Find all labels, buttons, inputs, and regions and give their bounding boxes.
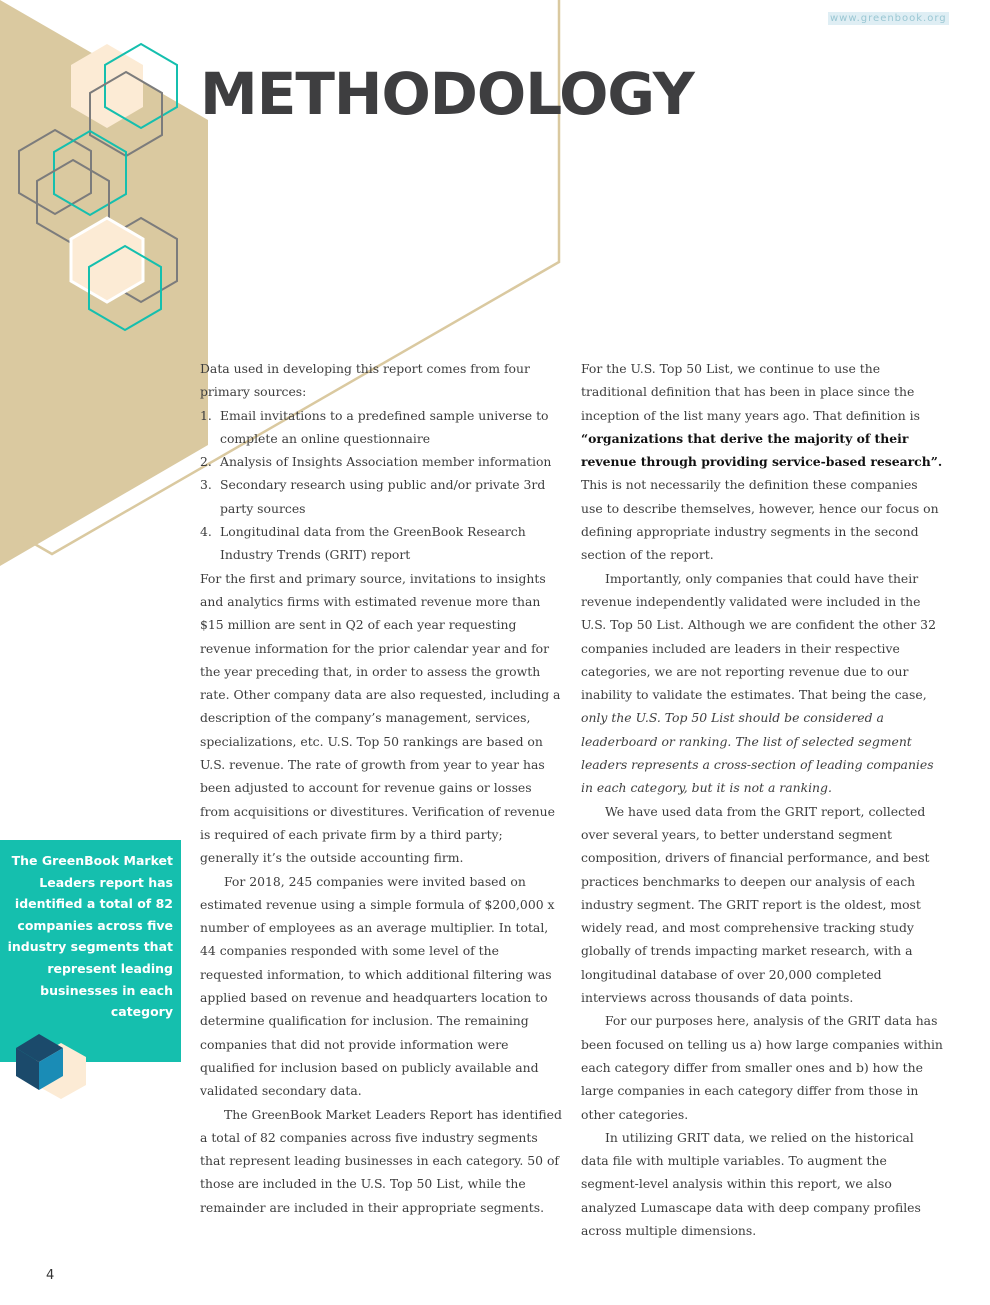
page-title: METHODOLOGY	[200, 60, 694, 128]
list-item	[200, 520, 562, 567]
list-number: 1.	[200, 407, 212, 423]
body-paragraph: The GreenBook Market Leaders Report has identified a total of 82 companies across five industry segments that represent leading businesses in each category. 50 of those are included in the U.S. Top 50 List, while the remainder are included in their appropriate segments.	[200, 1106, 562, 1215]
left-column	[200, 357, 562, 1219]
body-paragraph: For 2018, 245 companies were invited based on estimated revenue using a simple formula of $200,000 x number of employees as an average multiplier. In total, 44 companies responded with some level of the requested information, to which additional filtering was applied based on revenue and headquarters location to determine qualification for inclusion. The remaining companies that did not provide information were qualified for inclusion based on publicly available and validated secondary data.	[200, 873, 555, 1099]
definition-quote: “organizations that derive the majority of their revenue through providing service-based research”.	[581, 430, 943, 470]
cube-icon	[12, 1030, 90, 1110]
right-column	[581, 357, 943, 1242]
list-item-text: Secondary research using public and/or private 3rd party sources	[220, 477, 546, 516]
body-paragraph: We have used data from the GRIT report, collected over several years, to better understand segment composition, drivers of financial performance, and best practices benchmarks to deepen our analysis of each industry segment. The GRIT report is the oldest, most widely read, and most comprehensive tracking study globally of trends impacting market research, with a longitudinal database of over 20,000 completed interviews across thousands of data points.	[581, 803, 930, 1006]
list-item-text: Email invitations to a predefined sample universe to complete an online questionnaire	[220, 407, 549, 446]
sources-list	[200, 404, 562, 567]
list-number: 4.	[200, 524, 212, 540]
definition-paragraph	[581, 357, 943, 567]
list-number: 3.	[200, 477, 212, 493]
paragraph-text: Importantly, only companies that could have their revenue independently validated were included in the U.S. Top 50 List. Although we are confident the other 32 companies included are leaders in their respective categories, we are not reporting revenue due to our inability to validate the estimates. That being the case,	[581, 570, 936, 703]
callout-box	[0, 840, 181, 1062]
list-item	[200, 450, 562, 473]
page-number: 4	[46, 1268, 55, 1283]
body-paragraph: In utilizing GRIT data, we relied on the historical data file with multiple variables. To augment the segment-level analysis within this report, we also analyzed Lumascape data with deep company profiles across multiple dimensions.	[581, 1129, 921, 1238]
body-paragraph: For the first and primary source, invitations to insights and analytics firms with estimated revenue more than $15 million are sent in Q2 of each year requesting revenue information for the prior calendar year and for the year preceding that, in order to assess the growth rate. Other company data are also requested, including a description of the company’s management, services, specializations, etc. U.S. Top 50 rankings are based on U.S. revenue. The rate of growth from year to year has been adjusted to account for revenue gains or losses from acquisitions or divestitures. Verification of revenue is required of each private firm by a third party; generally it’s the outside accounting firm.	[200, 570, 561, 866]
paragraph-text: This is not necessarily the definition these companies use to describe themselves, however, hence our focus on defining appropriate industry segments in the second section of the report.	[581, 477, 939, 563]
list-item	[200, 473, 562, 520]
site-url[interactable]: www.greenbook.org	[830, 13, 947, 24]
ranking-note: only the U.S. Top 50 List should be considered a leaderboard or ranking. The list of selected segment leaders represents a cross-section of leading companies in each category, but it is not a ranking.	[581, 710, 934, 796]
paragraph-text: For the U.S. Top 50 List, we continue to use the traditional definition that has been in place since the inception of the list many years ago. That definition is	[581, 361, 920, 423]
intro-paragraph: Data used in developing this report comes from four primary sources:	[200, 361, 530, 400]
list-item-text: Analysis of Insights Association member information	[220, 454, 552, 470]
list-item-text: Longitudinal data from the GreenBook Research Industry Trends (GRIT) report	[220, 524, 526, 563]
validation-paragraph	[581, 567, 943, 800]
body-paragraph: For our purposes here, analysis of the GRIT data has been focused on telling us a) how large companies within each category differ from smaller ones and b) how the large companies in each category differ from those in other categories.	[581, 1013, 943, 1122]
list-number: 2.	[200, 454, 212, 470]
list-item	[200, 404, 562, 451]
callout-text: The GreenBook Market Leaders report has identified a total of 82 companies across five industry segments that represent leading businesses in each category	[7, 853, 173, 1020]
